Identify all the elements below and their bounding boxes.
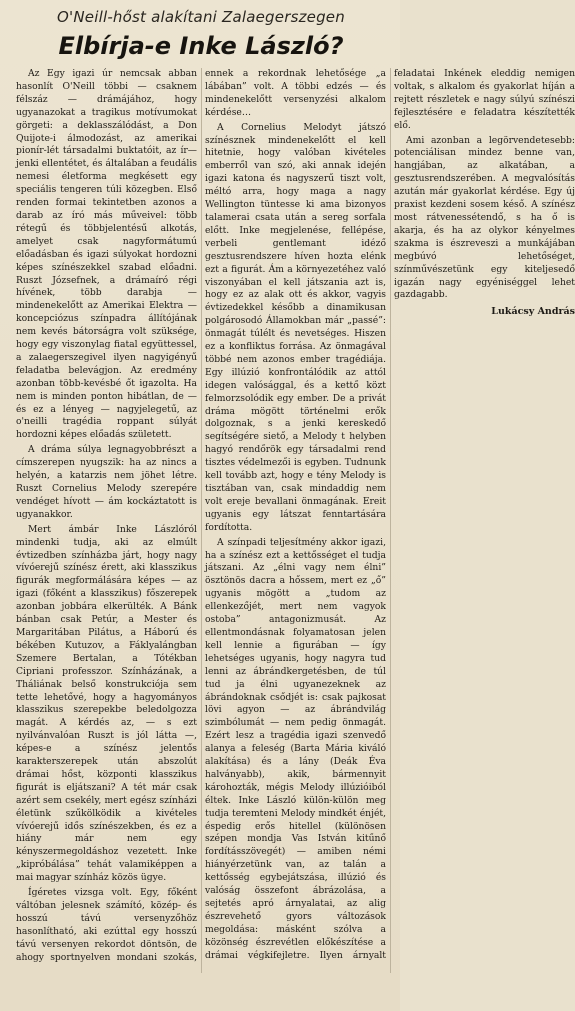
article-paragraph: A dráma súlya legnagyobbrészt a címszerepen nyugszik: ha az nincs a helyén, a katarzis nem jöhet létre. Ruszt Cornelius Melody szerepére vendéget hívott — ám kockáztatott is ugyanakkor. (16, 444, 197, 520)
article-paragraph: A Cornelius Melodyt játszó színésznek mindenekelőtt el kell hitetnie, hogy valóban kivételes emberről van szó, aki annak idején igazi katona és nagyszerű tiszt volt, méltó arra, hogy maga a nagy Wellington tüntesse ki ama bizonyos talamerai csata után a sereg sorfala előtt. Inke megjelenése, fellépése, verbeli gentlemant idéző gesztusrendszere híven hozta elénk ezt a figurát. Ám a környezetéhez való viszonyában el kell játszania azt is, hogy ez az alak ott és akkor, vagyis évtizedekkel később a dinamikusan polgárosodó Államokban már „passé”: önmagát túlélt és nevetséges. Hiszen ez a konfliktus forrása. Az önmagával többé nem azonos ember tragédiája. Egy illúzió konfrontálódik az attól idegen valósággal, és a kettő közt felmorzsolódik egy ember. De a privát dráma mögött történelmi erők dolgoznak, s a jenki kereskedő segítségére siető, a Melody t helyben hagyó rendőrök egy társadalmi rend tisztes védelmezői is egyben. Tudnunk kell tovább azt, hogy e tény Melody is tisztában van, csak mindaddig nem volt ereje bevallani önmagának. Ereit ugyanis egy látszat fenntartására fordította. (205, 121, 386, 533)
article-paragraph: Mert ámbár Inke Lászlóról mindenki tudja, aki az elmúlt évtizedben színházba járt, hogy nagy vívóerejű színész érett, aki klasszikus figurák megformálására képes — az igazi (főként a klasszikus) főszerepek azonban jobbára elkerülték. A Bánk bánban csak Petúr, a Mester és Margaritában Pilátus, a Háború és békében Kutuzov, a Fáklyalángban Szemere Bertalan, a Tótékban Cipriani professzor. Színházának, a Tháliának belső konstrukciója sem tette lehetővé, hogy a hagyományos klasszikus szerepekbe beledolgozza magát. A kérdés az, — s ezt nyilvánvalóan Ruszt is jól látta —, képes-e a színész jelentős karakterszerepek után abszolút drámai hőst, központi klasszikus figurát is eljátszani? A tét már csak azért sem csekély, mert egész színházi életünk szűkölködik a kivételes vívóerejű idős színészekben, és ez a hiány már nem egy kényszermegoldáshoz vezetett. Inke „kipróbálása” tehát valamiképpen a mai magyar színház közös ügye. (16, 523, 197, 884)
article-paragraph: A színpadi teljesítmény akkor igazi, ha a színész ezt a kettősséget el tudja játszani. Az „élni vagy nem élni” ösztönös dacra a hőssem, mert ez „ő” ugyanis mögött a „tudom az ellenkezőjét, mert nem vagyok ostoba” antagonizmusát. Az ellentmondásnak folyamatosan jelen kell lennie a figurában — így lehetséges ugyanis, hogy nagyra tud lenni az ábrándkergetésben, de túl tud ja élni ugyanezeknek az ábrándoknak csődjét is: csak pajkosat lövi agyon — az ábrándvilág szimbólumát — nem pedig önmagát. Ezért lesz a tragédia igazi szenvedő alanya a feleség (Barta Mária kiváló alakítása) és a lány (Deák Éva halványabb), akik, bármennyit károhozták, mégis Melody illúzióiból éltek. Inke László külön-külön meg tudja teremteni Melody mindkét énjét, éspedig erős hitellel (különösen szépen mondja Vas István kitűnő fordításszövegét) — amiben némi hiányérzetünk van, az talán a kettősség egybejátszása, illúzió és valóság összefont ábrázolása, a sejtetés apró árnyalatai, az alig észrevehető gyors változások megoldása: másként szólva a közönség észrevétlen előkészítése a drámai végkifejletre. Ilyen árnyalt feladatai Inkének eleddig nemigen voltak, s alkalom és gyakorlat híján a rejtett részletek e nagy súlyú színészi fejlesztésére e feladatra készítették elő. (205, 68, 575, 961)
article-kicker: O'Neill-hőst alakítani Zalaegerszegen (57, 8, 345, 26)
article-paragraph: Ami azonban a legörvendetesebb: potenciálisan mindez benne van, hangjában, az alkatában, a gesztusrendszerében. A megvalósítás azután már gyakorlat kérdése. Egy új praxist kezdeni sosem késő. A színész most rátvenessétendő, s ha ő is akarja, és ha az olykor kényelmes szakma is észreveszi a munkájában megbúvó lehetőséget, színművészetünk egy kiteljesedő igazán nagy egyéniséggel lehet gazdagabb. (394, 134, 575, 301)
article-body (16, 68, 575, 973)
article-paragraph: Ígéretes vizsga volt. Egy, főként váltóban jelesnek számító, közép- és hosszú távú versenyzőhöz hasonlítható, aki ezúttal egy hosszú távú versenyen rekordot döntsön, de ahogy sportnyelven mondani szokás, ennek a rekordnak lehetősége „a lábában” volt. A többi edzés — és mindenekelőtt versenyzési alkalom kérdése… (16, 68, 386, 963)
article-byline: Lukácsy András (491, 306, 575, 318)
article-headline: Elbírja-e Inke László? (58, 32, 344, 60)
article-paragraph: Az Egy igazi úr nemcsak abban hasonlít O'Neill többi — csaknem félszáz — drámájához, hogy ugyanazokat a tragikus motívumokat görgeti: a deklasszálódást, a Don Quijote-i álmodozást, az amerikai pionír-lét társadalmi buktatóit, az ír—jenki ellentétet, és általában a feudális nemesi életforma megkésett egy speciális tengeren túli közegben. Első renden formai tekintetben azonos a darab az író más műveivel: több rétegű és többjelentésű alkotás, amelyet csak nagyformátumú előadásban és igazi súlyokat hordozni képes színészekkel szabad előadni. Ruszt Józsefnek, a drámaíró régi hívének, több darabja — mindenekelőtt az Amerikai Elektra — koncepciózus színpadra állítójának nem kevés bátorságra volt szüksége, hogy egy viszonylag fiatal együttessel, a zalaegerszegivel ilyen nagyigényű feladatba belevágjon. Az eredmény azonban több-kevésbé őt igazolta. Ha nem is minden ponton hibátlan, de — és ez a lényeg — nagyjelegetű, az o'neilli tragédia roppant súlyát hordozni képes előadás született. (16, 68, 197, 441)
